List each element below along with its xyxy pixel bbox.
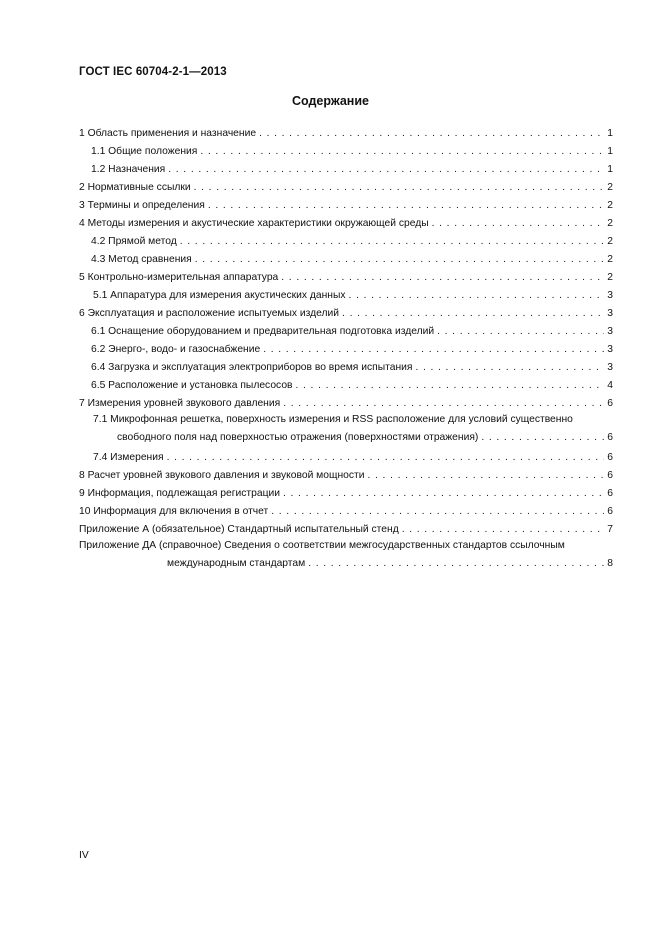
toc-leader — [208, 199, 604, 212]
toc-entry-page: 2 — [607, 218, 613, 229]
toc-entry-page: 6 — [607, 398, 613, 409]
toc-leader — [296, 379, 605, 392]
toc-entry[interactable] — [79, 392, 613, 410]
toc-entry-page: 2 — [607, 182, 613, 193]
document-header: ГОСТ IEC 60704-2-1—2013 — [79, 66, 227, 78]
toc-entry-text: 9 Информация, подлежащая регистрации — [79, 488, 280, 499]
toc-entry[interactable] — [79, 248, 613, 266]
toc-leader — [368, 469, 605, 482]
toc-entry-text: 4 Методы измерения и акустические характеристики окружающей среды — [79, 218, 429, 229]
toc-leader — [195, 253, 605, 266]
toc-entry-text: 8 Расчет уровней звукового давления и звуковой мощности — [79, 470, 365, 481]
toc-entry-page: 4 — [607, 380, 613, 391]
toc-entry-page: 3 — [607, 362, 613, 373]
toc-entry-page: 6 — [607, 432, 613, 443]
toc-entry[interactable] — [79, 356, 613, 374]
toc-entry-text: 1 Область применения и назначение — [79, 128, 257, 139]
toc-entry-page: 1 — [607, 128, 613, 139]
toc-entry-text: Приложение А (обязательное) Стандартный испытательный стенд — [79, 524, 399, 535]
toc-entry-page: 1 — [607, 146, 613, 157]
toc-leader — [259, 127, 604, 140]
toc-entry-page: 7 — [607, 524, 613, 535]
toc-leader — [478, 430, 604, 446]
toc-entry-page: 2 — [607, 236, 613, 247]
toc-entry-page: 2 — [607, 272, 613, 283]
toc-entry-page: 6 — [607, 452, 613, 463]
toc-entry-page: 6 — [607, 506, 613, 517]
toc-leader — [180, 235, 605, 248]
toc-entry-page: 6 — [607, 488, 613, 499]
toc-entry[interactable] — [79, 302, 613, 320]
toc-entry-text: 7.4 Измерения — [93, 452, 164, 463]
toc-entry-text: 10 Информация для включения в отчет — [79, 506, 269, 517]
toc-entry[interactable] — [79, 320, 613, 338]
toc-entry[interactable] — [79, 212, 613, 230]
toc-entry-text: 6.5 Расположение и установка пылесосов — [91, 380, 293, 391]
toc-leader — [305, 556, 604, 572]
toc-leader — [194, 181, 605, 194]
toc-entry-text: 5.1 Аппаратура для измерения акустических данных — [93, 290, 346, 301]
table-of-contents — [79, 122, 613, 572]
page-number: IV — [79, 850, 89, 861]
toc-entry-text: 5 Контрольно-измерительная аппаратура — [79, 272, 279, 283]
toc-entry[interactable] — [79, 158, 613, 176]
toc-leader — [415, 361, 604, 374]
toc-entry[interactable] — [79, 122, 613, 140]
toc-entry[interactable] — [79, 338, 613, 356]
toc-entry-page: 6 — [607, 470, 613, 481]
toc-entry[interactable] — [79, 284, 613, 302]
toc-entry-line1: Приложение ДА (справочное) Сведения о соответствии межгосударственных стандартов ссылочным — [79, 540, 565, 551]
toc-leader — [263, 343, 604, 356]
toc-title: Содержание — [291, 94, 369, 108]
toc-entry-text: 2 Нормативные ссылки — [79, 182, 191, 193]
toc-entry-page: 3 — [607, 290, 613, 301]
toc-leader — [283, 397, 604, 410]
toc-entry[interactable] — [79, 374, 613, 392]
toc-entry-text: 7 Измерения уровней звукового давления — [79, 398, 281, 409]
toc-entry-page: 2 — [607, 200, 613, 211]
toc-entry[interactable] — [79, 518, 613, 536]
toc-entry[interactable] — [79, 464, 613, 482]
toc-leader — [349, 289, 605, 302]
toc-entry[interactable] — [79, 140, 613, 158]
toc-entry-text: 4.2 Прямой метод — [91, 236, 177, 247]
toc-entry-text: 6.4 Загрузка и эксплуатация электроприборов во время испытания — [91, 362, 413, 373]
toc-entry-page: 3 — [607, 308, 613, 319]
toc-leader — [168, 163, 604, 176]
toc-entry-text: 6 Эксплуатация и расположение испытуемых изделий — [79, 308, 340, 319]
toc-entry-line1: 7.1 Микрофонная решетка, поверхность измерения и RSS расположение для условий существенно — [93, 414, 573, 425]
toc-entry-page: 3 — [607, 344, 613, 355]
toc-entry-text: 1.2 Назначения — [91, 164, 166, 175]
toc-entry[interactable] — [79, 500, 613, 518]
toc-entry-page: 8 — [607, 558, 613, 569]
toc-leader — [283, 487, 604, 500]
toc-entry[interactable] — [79, 446, 613, 464]
toc-leader — [432, 217, 605, 230]
toc-entry-page: 3 — [607, 326, 613, 337]
toc-entry-text: 1.1 Общие положения — [91, 146, 198, 157]
toc-entry-multiline[interactable] — [79, 536, 613, 572]
toc-entry-line2: международным стандартам — [167, 558, 306, 569]
toc-leader — [167, 451, 605, 464]
toc-entry-text: 6.2 Энерго-, водо- и газоснабжение — [91, 344, 261, 355]
toc-entry-page: 1 — [607, 164, 613, 175]
toc-entry[interactable] — [79, 176, 613, 194]
toc-leader — [342, 307, 604, 320]
toc-entry[interactable] — [79, 266, 613, 284]
toc-leader — [281, 271, 604, 284]
toc-leader — [437, 325, 604, 338]
toc-leader — [271, 505, 604, 518]
toc-entry[interactable] — [79, 194, 613, 212]
toc-leader — [402, 523, 605, 536]
toc-entry-text: 6.1 Оснащение оборудованием и предварительная подготовка изделий — [91, 326, 435, 337]
toc-entry-line2: свободного поля над поверхностью отражения (поверхностями отражения) — [117, 432, 479, 443]
toc-entry-page: 2 — [607, 254, 613, 265]
toc-entry-multiline[interactable] — [79, 410, 613, 446]
toc-leader — [200, 145, 604, 158]
toc-entry[interactable] — [79, 482, 613, 500]
toc-entry-text: 3 Термины и определения — [79, 200, 205, 211]
toc-entry[interactable] — [79, 230, 613, 248]
toc-entry-text: 4.3 Метод сравнения — [91, 254, 192, 265]
